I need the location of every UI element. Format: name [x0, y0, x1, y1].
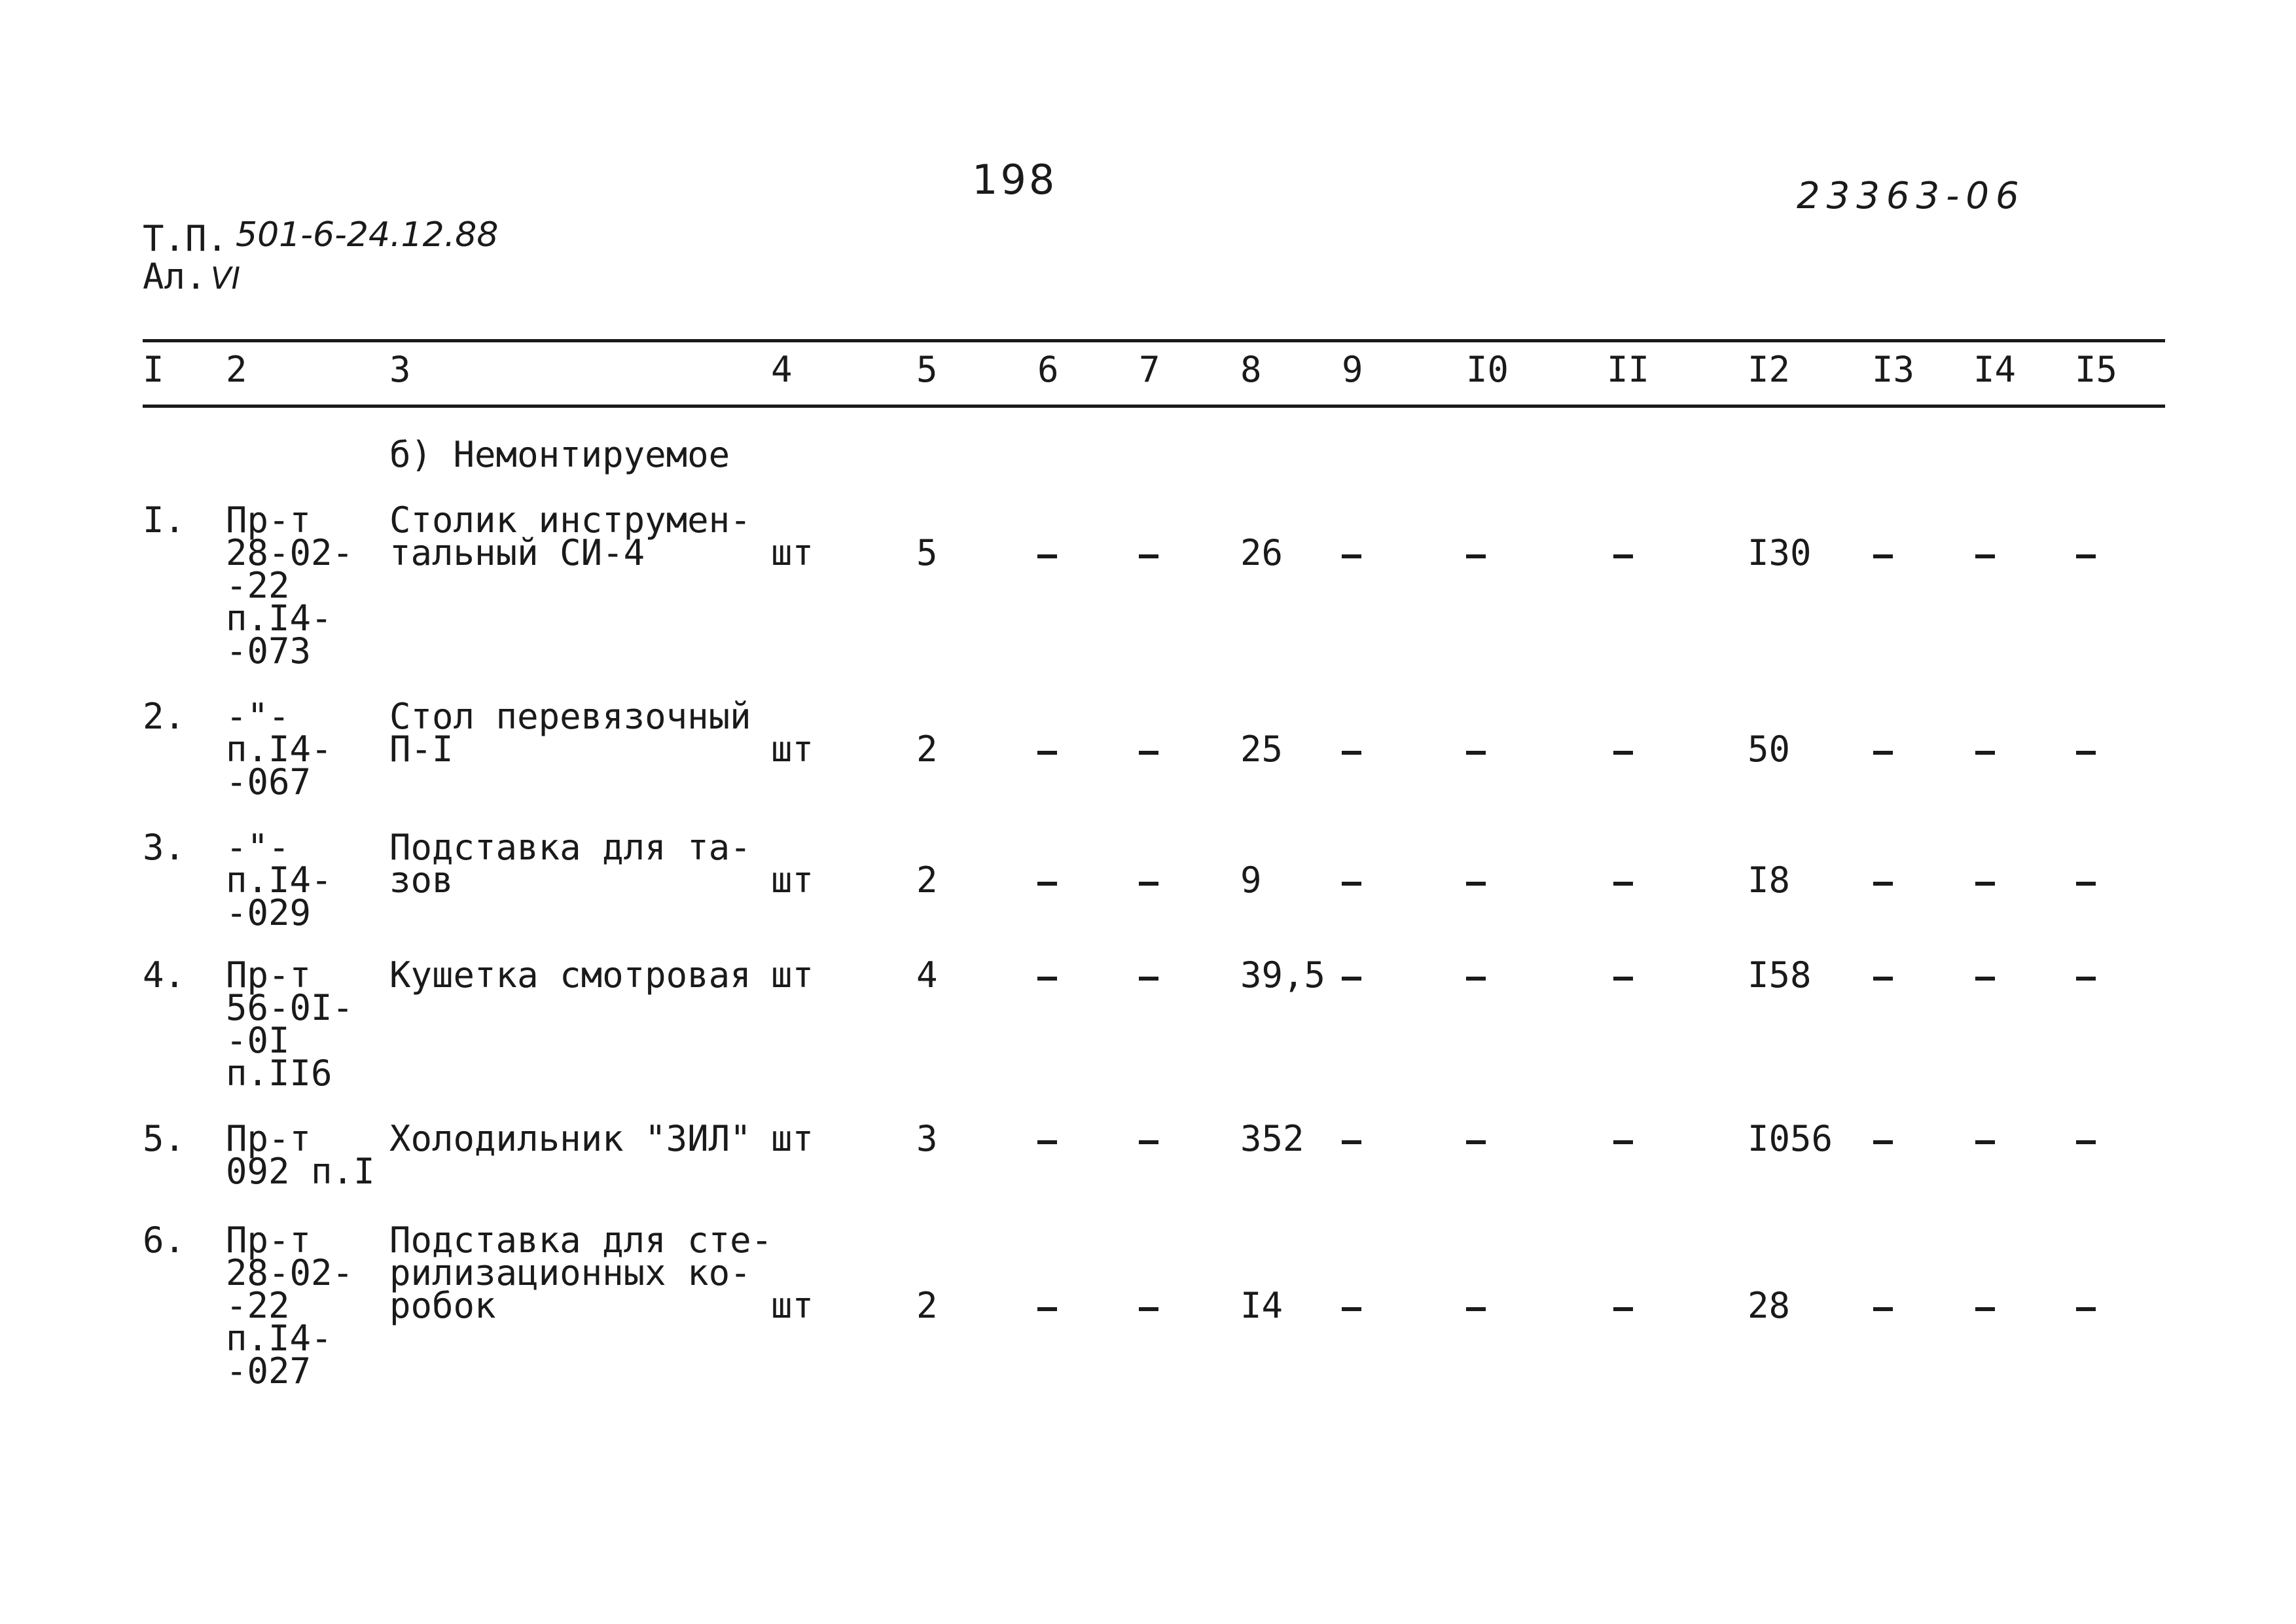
row-quantity: 5 [916, 532, 938, 573]
empty-cell-dash [1342, 1140, 1361, 1144]
empty-cell-dash [2076, 882, 2096, 886]
column-header-9: 9 [1342, 349, 1363, 390]
empty-cell-dash [1975, 1307, 1995, 1311]
column-header-13: I3 [1872, 349, 1915, 390]
column-header-4: 4 [771, 349, 793, 390]
row-total-weight: 28 [1748, 1285, 1791, 1326]
empty-cell-dash [2076, 1307, 2096, 1311]
empty-cell-dash [1873, 1307, 1893, 1311]
column-header-7: 7 [1139, 349, 1160, 390]
page-number: 198 [972, 156, 1058, 204]
empty-cell-dash [1342, 554, 1361, 558]
row-unit-weight: 26 [1240, 532, 1283, 573]
row-unit-weight: 9 [1240, 859, 1262, 901]
row-number: 6. [143, 1219, 186, 1261]
row-unit-weight: 25 [1240, 729, 1283, 770]
column-header-2: 2 [226, 349, 247, 390]
column-header-1: I [143, 349, 164, 390]
empty-cell-dash [1466, 882, 1486, 886]
empty-cell-dash [1466, 554, 1486, 558]
column-header-15: I5 [2075, 349, 2118, 390]
row-quantity: 3 [916, 1118, 938, 1159]
row-number: I. [143, 499, 186, 541]
empty-cell-dash [1613, 882, 1633, 886]
empty-cell-dash [1466, 751, 1486, 755]
empty-cell-dash [1139, 554, 1158, 558]
empty-cell-dash [1342, 977, 1361, 981]
empty-cell-dash [1873, 882, 1893, 886]
row-quantity: 2 [916, 729, 938, 770]
row-quantity: 2 [916, 859, 938, 901]
row-number: 3. [143, 827, 186, 868]
empty-cell-dash [1037, 751, 1057, 755]
table-top-rule [143, 339, 2165, 342]
row-quantity: 2 [916, 1285, 938, 1326]
row-item-name: Столик инструмен- тальный СИ-4 [389, 499, 751, 573]
row-total-weight: I30 [1748, 532, 1812, 573]
column-header-5: 5 [916, 349, 938, 390]
row-unit-weight: I4 [1240, 1285, 1283, 1326]
empty-cell-dash [1975, 554, 1995, 558]
row-reference: Пр-т 28-02- -22 п.I4- -073 [226, 499, 354, 672]
empty-cell-dash [1037, 1307, 1057, 1311]
empty-cell-dash [1975, 751, 1995, 755]
row-total-weight: I056 [1748, 1118, 1833, 1159]
empty-cell-dash [2076, 1140, 2096, 1144]
empty-cell-dash [1873, 1140, 1893, 1144]
empty-cell-dash [1139, 1307, 1158, 1311]
empty-cell-dash [1037, 554, 1057, 558]
empty-cell-dash [1613, 554, 1633, 558]
album-prefix: Ал. [143, 256, 207, 297]
column-header-12: I2 [1748, 349, 1791, 390]
row-item-name: Кушетка смотровая [389, 954, 751, 996]
empty-cell-dash [1873, 751, 1893, 755]
row-total-weight: I8 [1748, 859, 1791, 901]
column-header-10: I0 [1466, 349, 1509, 390]
row-unit-weight: 39,5 [1240, 954, 1326, 996]
project-ref-prefix: Т.П. [143, 218, 228, 259]
row-unit-weight: 352 [1240, 1118, 1304, 1159]
row-quantity: 4 [916, 954, 938, 996]
empty-cell-dash [1975, 1140, 1995, 1144]
empty-cell-dash [1613, 1140, 1633, 1144]
row-item-name: Холодильник "ЗИЛ" [389, 1118, 751, 1159]
column-header-11: II [1607, 349, 1650, 390]
row-unit: шт [771, 729, 814, 770]
row-reference: -"- п.I4- -067 [226, 696, 332, 803]
empty-cell-dash [1139, 977, 1158, 981]
table-header-rule [143, 405, 2165, 408]
album-number: VI [211, 261, 241, 296]
empty-cell-dash [1873, 554, 1893, 558]
empty-cell-dash [1466, 1140, 1486, 1144]
empty-cell-dash [1975, 977, 1995, 981]
empty-cell-dash [1466, 1307, 1486, 1311]
empty-cell-dash [1342, 751, 1361, 755]
section-title: б) Немонтируемое [389, 434, 730, 475]
row-item-name: Подставка для та- зов [389, 827, 751, 901]
row-item-name: Стол перевязочный П-I [389, 696, 751, 770]
project-ref-number: 501-6-24.12.88 [236, 215, 499, 255]
row-reference: Пр-т 56-0I- -0I п.II6 [226, 954, 354, 1094]
empty-cell-dash [1037, 882, 1057, 886]
column-header-8: 8 [1240, 349, 1262, 390]
empty-cell-dash [1139, 751, 1158, 755]
empty-cell-dash [1342, 882, 1361, 886]
column-header-14: I4 [1973, 349, 2017, 390]
row-total-weight: 50 [1748, 729, 1791, 770]
empty-cell-dash [1613, 977, 1633, 981]
document-code: 23363-06 [1797, 175, 2026, 217]
row-reference: -"- п.I4- -029 [226, 827, 332, 933]
empty-cell-dash [1873, 977, 1893, 981]
row-reference: Пр-т 092 п.I [226, 1118, 375, 1192]
row-reference: Пр-т 28-02- -22 п.I4- -027 [226, 1219, 354, 1392]
row-number: 5. [143, 1118, 186, 1159]
row-item-name: Подставка для сте- рилизационных ко- робок [389, 1219, 773, 1326]
row-unit: шт [771, 1285, 814, 1326]
empty-cell-dash [1342, 1307, 1361, 1311]
empty-cell-dash [2076, 977, 2096, 981]
row-unit: шт [771, 1118, 814, 1159]
empty-cell-dash [1037, 977, 1057, 981]
empty-cell-dash [1037, 1140, 1057, 1144]
row-unit: шт [771, 532, 814, 573]
empty-cell-dash [1139, 882, 1158, 886]
column-header-3: 3 [389, 349, 411, 390]
row-total-weight: I58 [1748, 954, 1812, 996]
row-unit: шт [771, 954, 814, 996]
row-unit: шт [771, 859, 814, 901]
column-header-6: 6 [1037, 349, 1059, 390]
empty-cell-dash [1613, 751, 1633, 755]
empty-cell-dash [1466, 977, 1486, 981]
empty-cell-dash [2076, 554, 2096, 558]
empty-cell-dash [1975, 882, 1995, 886]
empty-cell-dash [2076, 751, 2096, 755]
empty-cell-dash [1139, 1140, 1158, 1144]
empty-cell-dash [1613, 1307, 1633, 1311]
row-number: 4. [143, 954, 186, 996]
row-number: 2. [143, 696, 186, 737]
